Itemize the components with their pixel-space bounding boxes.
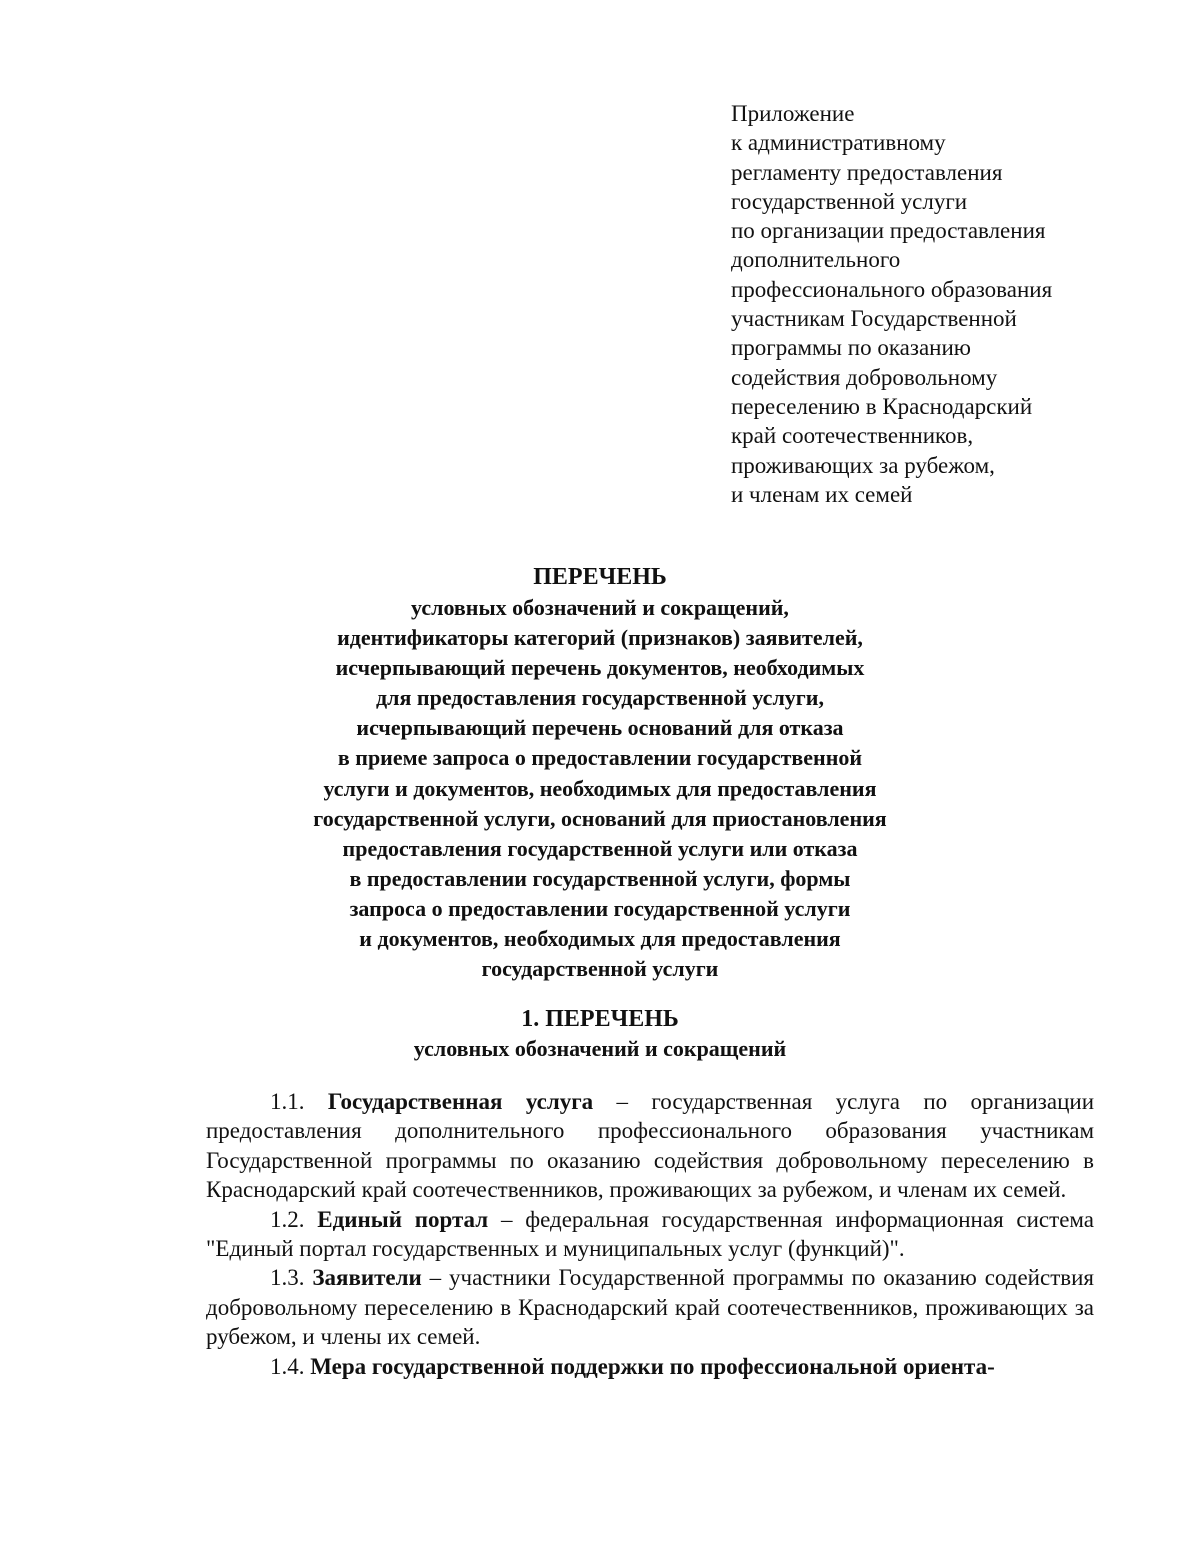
appendix-line: проживающих за рубежом, [731, 452, 995, 478]
subtitle-line: услуги и документов, необходимых для предоставления [323, 775, 877, 801]
appendix-line: Приложение [731, 101, 855, 126]
item-number: 1.4. [270, 1353, 305, 1379]
section-1-body [206, 1087, 1094, 1381]
item-term: Государственная услуга [327, 1089, 594, 1114]
subtitle-line: государственной услуги [481, 956, 719, 982]
subtitle-line: предоставления государственной услуги или отказа [342, 835, 858, 861]
appendix-line: край соотечественников, [731, 423, 974, 449]
section-1-title: 1. ПЕРЕЧЕНЬ [521, 1006, 679, 1032]
appendix-line: переселению в Краснодарский [731, 393, 1033, 419]
appendix-line: и членам их семей [731, 481, 913, 507]
subtitle-line: исчерпывающий перечень оснований для отказа [356, 715, 844, 741]
subtitle-line: государственной услуги, оснований для приостановления [313, 805, 887, 831]
subtitle-line: для предоставления государственной услуги, [376, 685, 824, 711]
subtitle-line: исчерпывающий перечень документов, необходимых [335, 655, 865, 681]
item-number: 1.3. [270, 1265, 305, 1291]
definition-item-1-1 [206, 1087, 1094, 1205]
subtitle-line: и документов, необходимых для предоставления [359, 926, 841, 952]
item-term: Единый портал [317, 1206, 489, 1232]
definition-item-1-2 [206, 1205, 1094, 1264]
subtitle-line: запроса о предоставлении государственной услуги [349, 895, 851, 921]
item-term: Заявители [312, 1265, 422, 1291]
appendix-line: государственной услуги [731, 188, 968, 214]
appendix-line: дополнительного [731, 247, 901, 273]
appendix-line: регламенту предоставления [731, 159, 1003, 185]
appendix-header [731, 99, 1171, 509]
definition-item-1-4 [206, 1352, 1094, 1381]
subtitle-line: в приеме запроса о предоставлении государственной [337, 745, 863, 771]
subtitle-line: в предоставлении государственной услуги, формы [349, 865, 851, 891]
item-definition: – федеральная государственная информационная система "Единый портал государственных и муниципальных услуг (функций)". [206, 1206, 1095, 1262]
appendix-line: к административному [731, 130, 946, 156]
document-title: ПЕРЕЧЕНЬ [533, 564, 667, 590]
appendix-line: участникам Государственной [731, 306, 1017, 332]
section-1-subtitle: условных обозначений и сокращений [413, 1036, 787, 1061]
appendix-line: по организации предоставления [731, 218, 1046, 244]
item-number: 1.1. [270, 1089, 305, 1114]
subtitle-line: условных обозначений и сокращений, [411, 595, 789, 620]
subtitle-line: идентификаторы категорий (признаков) заявителей, [337, 625, 863, 651]
definition-item-1-3 [206, 1263, 1094, 1351]
appendix-line: содействия добровольному [731, 364, 998, 390]
appendix-line: программы по оказанию [731, 335, 971, 361]
item-definition: – участники Государственной программы по оказанию содействия добровольному переселению в Краснодарский край соотечественников, проживающих за рубежом, и члены их семей. [206, 1265, 1094, 1350]
document-subtitle [200, 593, 1000, 984]
item-number: 1.2. [270, 1206, 305, 1232]
item-definition: – государственная услуга по организации предоставления дополнительного профессионального образования участникам Государственной программы по оказанию содействия добровольному переселению в Краснодарский край соотечественников, проживающих за рубежом, и членам их семей. [206, 1089, 1095, 1203]
appendix-line: профессионального образования [731, 276, 1053, 302]
item-term: Мера государственной поддержки по профессиональной ориента- [310, 1353, 995, 1379]
